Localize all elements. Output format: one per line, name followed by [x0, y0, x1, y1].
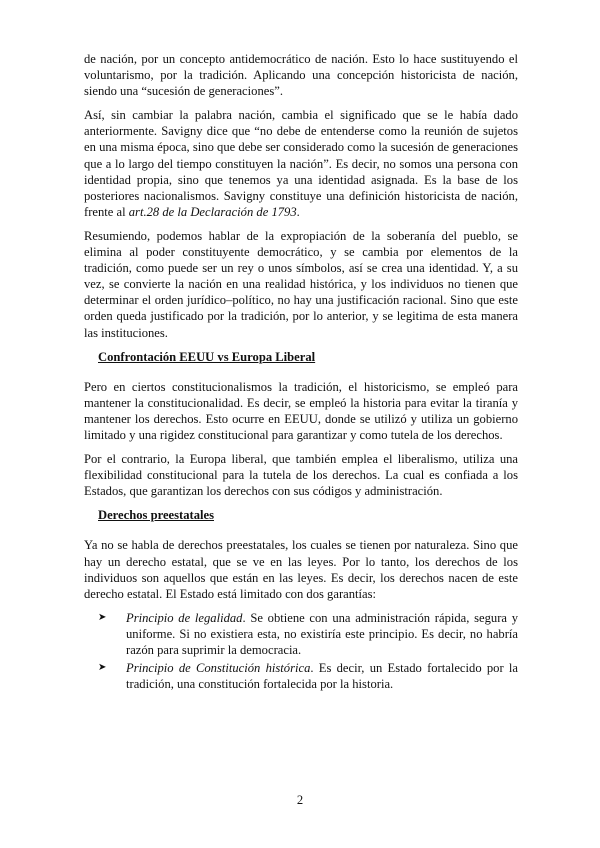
page-number: 2 — [296, 793, 304, 807]
arrow-bullet-icon: ➤ — [98, 611, 107, 623]
paragraph-2 — [84, 107, 518, 220]
paragraph-3: Resumiendo, podemos hablar de la expropiación de la soberanía del pueblo, se elimina al poder constituyente democrático, y se cambia por elementos de la tradición, como puede ser un rey o unos símbolos, así se crea una identidad. Y, a su vez, se convierte la nación en una realidad histórica, y los individuos no tienen que determinar el orden jurídico–político, no hay una justificación racional. Sino que este orden queda justificado por la tradición, por lo anterior, y se legitima de esta manera las instituciones. — [84, 228, 518, 340]
section-heading-confrontacion: Confrontación EEUU vs Europa Liberal — [98, 349, 316, 364]
paragraph-2-end: . — [296, 204, 300, 219]
paragraph-5: Por el contrario, la Europa liberal, que también emplea el liberalismo, utiliza una flexibilidad constitucional para la tutela de los derechos. La cual es confiada a los Estados, que garantizan los derechos con sus códigos y administración. — [84, 452, 518, 499]
list-item-text: . Es decir, un Estado fortalecido por la tradición, una constitución fortalecida por la historia. — [126, 661, 518, 692]
section-heading-derechos: Derechos preestatales — [98, 508, 214, 523]
paragraph-2-citation: art.28 de la Declaración de 1793 — [128, 204, 297, 219]
page-content — [84, 51, 518, 694]
list-item-text: . Se obtiene con una administración rápida, segura y uniforme. Si no existiera esta, no existiría este principio. Es decir, no habría razón para suprimir la democracia. — [126, 610, 518, 657]
paragraph-6: Ya no se habla de derechos preestatales, los cuales se tienen por naturaleza. Sino que hay un derecho estatal, que se ve en las leyes. Por lo tanto, los derechos de los individuos son aquellos que están en las leyes. Es decir, los derechos nacen de este derecho estatal. El Estado está limitado con dos garantías: — [84, 538, 518, 601]
guarantees-list — [84, 610, 518, 692]
list-item-term: Principio de Constitución histórica — [126, 661, 311, 676]
list-item — [84, 610, 518, 658]
paragraph-4: Pero en ciertos constitucionalismos la tradición, el historicismo, se empleó para mantener la constitucionalidad. Es decir, se empleó la historia para evitar la tiranía y mantener los derechos. Esto ocurre en EEUU, donde se utilizó y utiliza un gobierno limitado y una rigidez constitucional para garantizar y como tutela de los derechos. — [84, 379, 518, 442]
paragraph-2-text: Así, sin cambiar la palabra nación, cambia el significado que se le había dado anteriormente. Savigny dice que “no debe de entenderse como la reunión de sujetos en una misma época, sino que debe ser considerado como la sucesión de generaciones que a lo largo del tiempo constituyen la nación”. Es decir, no somos una persona con identidad propia, sino que tenemos ya una identidad asignada. Es la base de los posteriores nacionalismos. Savigny constituye una definición historicista de nación, frente al — [84, 108, 518, 219]
paragraph-1: de nación, por un concepto antidemocrático de nación. Esto lo hace sustituyendo el voluntarismo, por la tradición. Aplicando una concepción historicista de nación, siendo una “sucesión de generaciones”. — [84, 52, 518, 99]
list-item-term: Principio de legalidad — [126, 610, 243, 625]
list-item — [84, 660, 518, 692]
arrow-bullet-icon: ➤ — [98, 662, 107, 674]
